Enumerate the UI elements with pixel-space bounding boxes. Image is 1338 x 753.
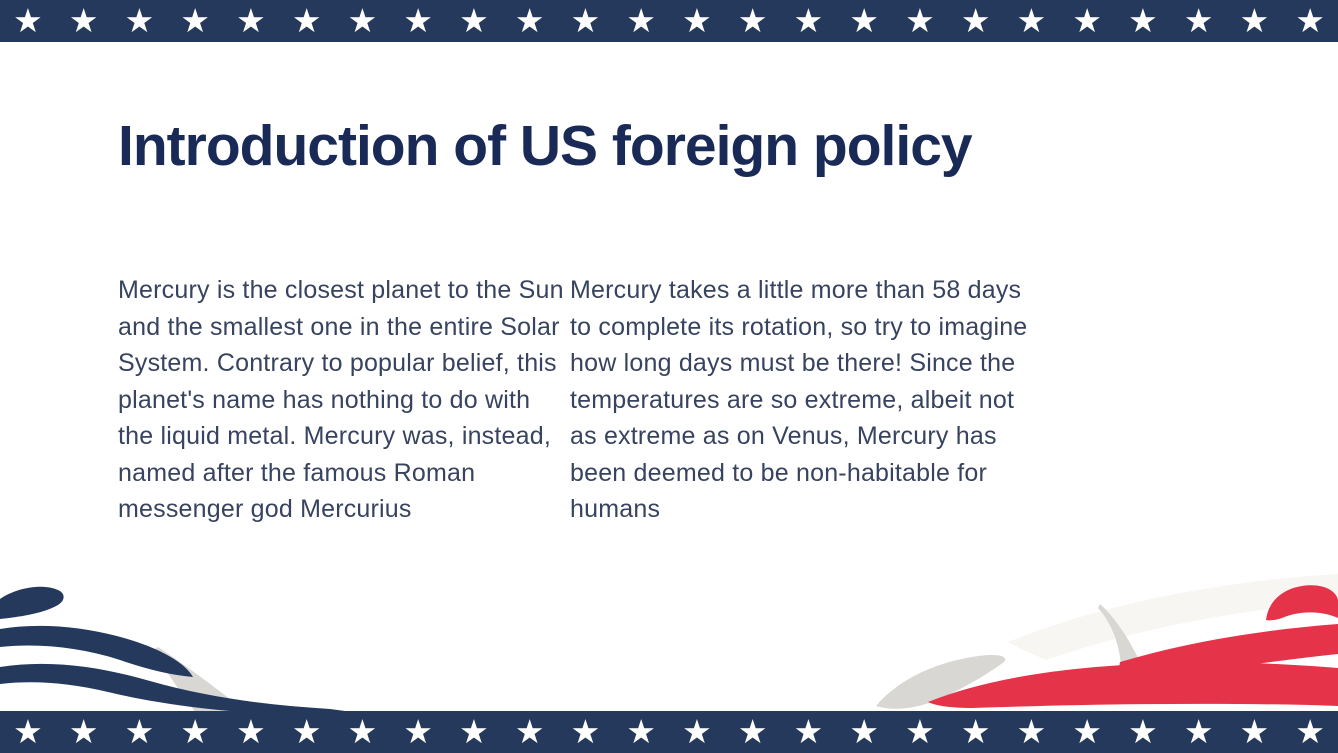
star-icon: ★: [347, 713, 378, 750]
star-icon: ★: [849, 2, 879, 39]
flag-decoration-left-icon: [0, 583, 345, 713]
star-icon: ★: [570, 2, 601, 39]
star-icon: ★: [905, 713, 935, 750]
star-icon: ★: [514, 713, 545, 750]
flag-decoration-right-icon: [868, 558, 1338, 713]
star-icon: ★: [291, 713, 322, 750]
star-icon: ★: [1295, 713, 1325, 750]
star-icon: ★: [1183, 2, 1214, 39]
star-icon: ★: [1183, 713, 1214, 750]
star-icon: ★: [682, 2, 712, 39]
star-icon: ★: [124, 713, 155, 750]
star-icon: ★: [459, 2, 489, 39]
star-icon: ★: [236, 713, 266, 750]
star-icon: ★: [626, 2, 656, 39]
star-icon: ★: [905, 2, 935, 39]
star-icon: ★: [13, 713, 43, 750]
star-icon: ★: [514, 2, 545, 39]
star-icon: ★: [347, 2, 378, 39]
star-icon: ★: [459, 713, 489, 750]
star-icon: ★: [682, 713, 712, 750]
star-icon: ★: [236, 2, 266, 39]
star-icon: ★: [793, 713, 824, 750]
star-icon: ★: [180, 2, 210, 39]
top-star-banner: [0, 0, 1338, 42]
star-icon: ★: [1072, 713, 1102, 750]
body-paragraph-left: Mercury is the closest planet to the Sun and the smallest one in the entire Solar System. Contrary to popular belief, this planet's name has nothing to do with the liquid metal. Mercury was, instead, named after the famous Roman messenger god Mercurius: [118, 276, 564, 523]
star-icon: ★: [737, 713, 768, 750]
star-icon: ★: [960, 2, 991, 39]
star-icon: ★: [124, 2, 155, 39]
star-icon: ★: [1128, 2, 1158, 39]
body-paragraph-right: Mercury takes a little more than 58 days to complete its rotation, so try to imagine how long days must be there! Since the temperatures are so extreme, albeit not as extreme as on Venus, Mercury has been deemed to be non-habitable for humans: [570, 276, 1028, 523]
star-icon: ★: [1016, 2, 1047, 39]
star-icon: ★: [737, 2, 768, 39]
star-icon: ★: [13, 2, 43, 39]
star-icon: ★: [1072, 2, 1102, 39]
bottom-star-banner: [0, 711, 1338, 753]
star-icon: ★: [68, 2, 99, 39]
star-icon: ★: [403, 713, 433, 750]
star-icon: ★: [960, 713, 991, 750]
star-icon: ★: [570, 713, 601, 750]
star-icon: ★: [403, 2, 433, 39]
page-title: Introduction of US foreign policy: [118, 114, 972, 179]
star-icon: ★: [1239, 713, 1270, 750]
star-icon: ★: [1128, 713, 1158, 750]
star-icon: ★: [291, 2, 322, 39]
star-icon: ★: [180, 713, 210, 750]
star-icon: ★: [68, 713, 99, 750]
star-icon: ★: [1295, 2, 1325, 39]
star-icon: ★: [793, 2, 824, 39]
star-icon: ★: [849, 713, 879, 750]
body-columns: [118, 272, 1028, 528]
star-icon: ★: [1239, 2, 1270, 39]
star-icon: ★: [626, 713, 656, 750]
star-icon: ★: [1016, 713, 1047, 750]
